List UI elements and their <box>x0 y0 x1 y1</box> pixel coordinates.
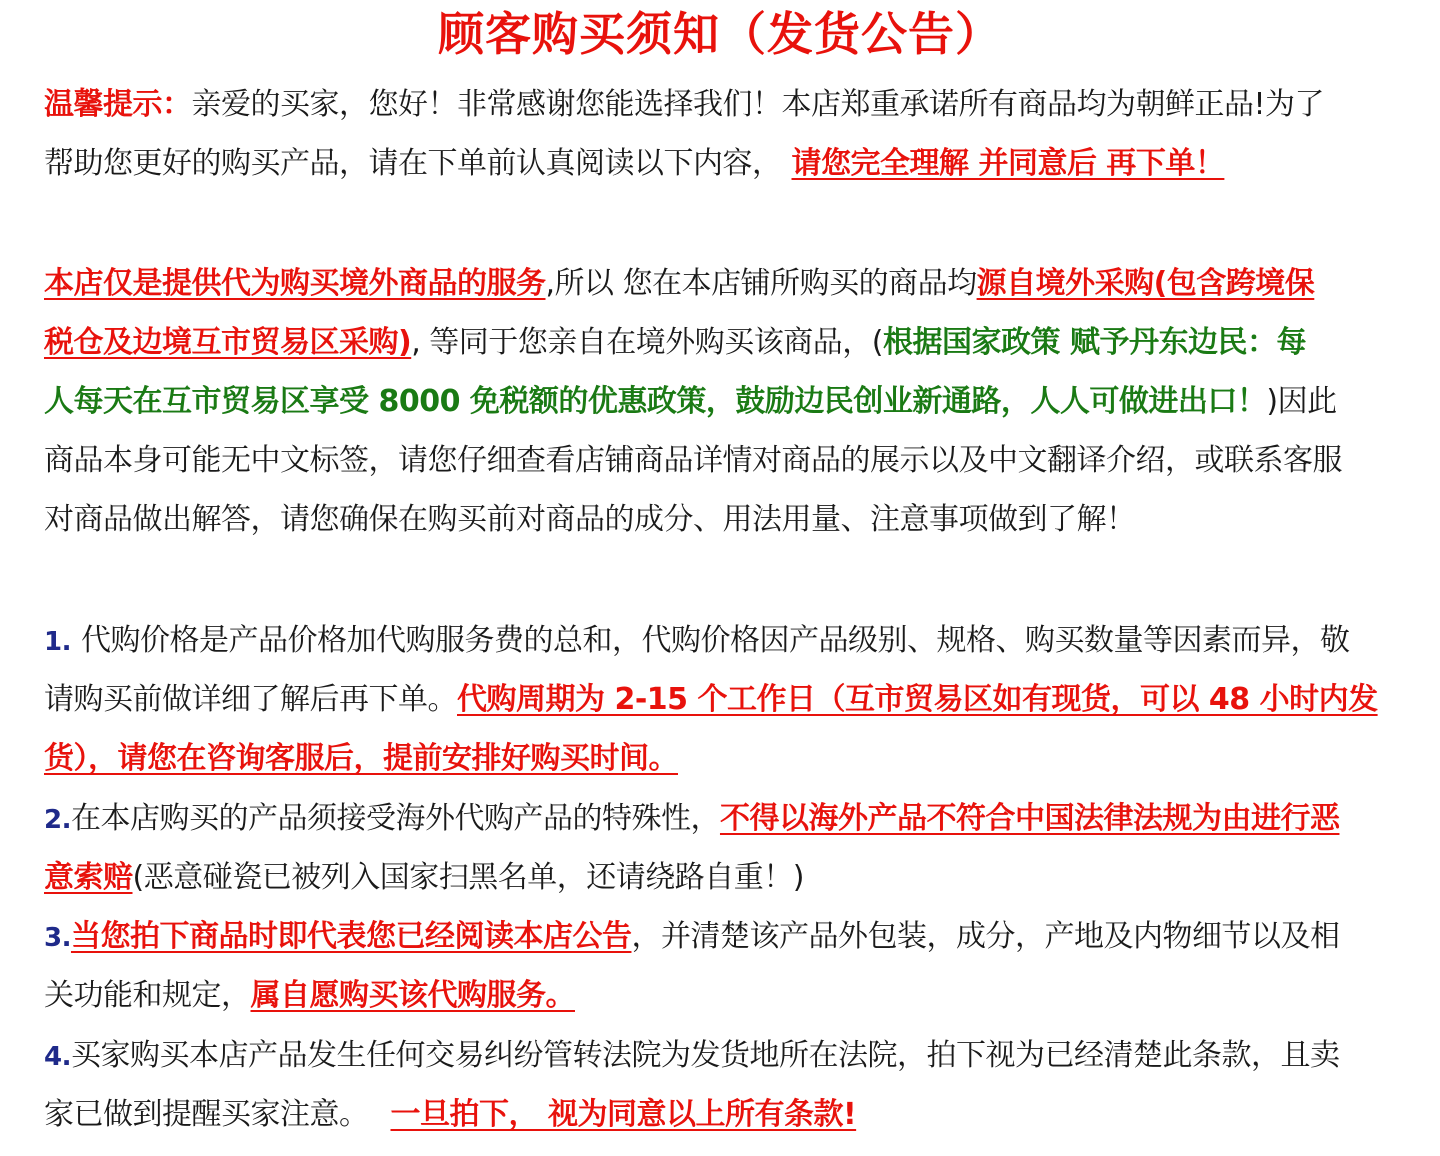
item-4-text-1: 买家购买本店产品发生任何交易纠纷管转法院为发货地所在法院，拍下视为已经清楚此条款，且卖 <box>70 1038 1340 1073</box>
service-text-2: , 等同于您亲自在境外购买该商品，( <box>411 325 883 360</box>
item-3-line-1 <box>44 907 1384 966</box>
item-2-red-1: 不得以海外产品不符合中国法律法规为由进行恶 <box>719 801 1340 836</box>
service-red-3: 税仓及边境互市贸易区采购) <box>44 325 412 360</box>
item-3-red-1: 当您拍下商品时即代表您已经阅读本店公告 <box>70 919 632 954</box>
item-2-text-2: (恶意碰瓷已被列入国家扫黑名单，还请绕路自重！) <box>132 860 804 895</box>
service-red-2: 源自境外采购(包含跨境保 <box>976 266 1315 301</box>
intro-line-2 <box>44 134 1384 193</box>
service-line-4 <box>44 431 1384 490</box>
service-text-4: 商品本身可能无中文标签，请您仔细查看店铺商品详情对商品的展示以及中文翻译介绍，或联系客服 <box>44 443 1342 478</box>
page-title: 顾客购买须知（发货公告） <box>438 7 1002 61</box>
item-2-red-2: 意索赔 <box>44 860 133 895</box>
service-red-1: 本店仅是提供代为购买境外商品的服务 <box>44 266 546 301</box>
item-4-text-2: 家已做到提醒买家注意。 <box>44 1097 369 1132</box>
item-2-line-1 <box>44 789 1384 848</box>
item-1-number: 1. <box>44 627 71 657</box>
service-line-3 <box>44 372 1384 431</box>
intro-line-1 <box>44 75 1384 134</box>
item-2-line-2 <box>44 848 1384 907</box>
service-text-3: )因此 <box>1266 384 1337 419</box>
policy-green-1: 根据国家政策 赋予丹东边民：每 <box>883 325 1306 360</box>
service-text-5: 对商品做出解答，请您确保在购买前对商品的成分、用法用量、注意事项做到了解！ <box>44 502 1136 537</box>
item-4-red-1: 一旦拍下， 视为同意以上所有条款! <box>390 1097 857 1132</box>
service-line-1 <box>44 254 1384 313</box>
item-1-text-1: 代购价格是产品价格加代购服务费的总和，代购价格因产品级别、规格、购买数量等因素而异，敬 <box>80 623 1350 658</box>
service-text-1: ,所以 您在本店铺所购买的商品均 <box>545 266 977 301</box>
item-3-line-2 <box>44 966 1384 1025</box>
item-2-text-1: 在本店购买的产品须接受海外代购产品的特殊性， <box>70 801 720 836</box>
item-4-line-2 <box>44 1085 1384 1144</box>
intro-text-2: 帮助您更好的购买产品，请在下单前认真阅读以下内容， <box>44 146 782 181</box>
item-1-line-3 <box>44 729 1384 788</box>
item-1-line-1 <box>44 611 1384 670</box>
tip-label: 温馨提示： <box>44 87 192 122</box>
intro-text-1: 亲爱的买家，您好！非常感谢您能选择我们！本店郑重承诺所有商品均为朝鲜正品!为了 <box>191 87 1325 122</box>
item-1-red-2: 货），请您在咨询客服后，提前安排好购买时间。 <box>44 741 678 776</box>
item-2-number: 2. <box>44 805 71 835</box>
item-4-number: 4. <box>44 1042 71 1072</box>
policy-green-2: 人每天在互市贸易区享受 8000 免税额的优惠政策，鼓励边民创业新通路，人人可做进出口！ <box>44 384 1267 419</box>
service-line-5 <box>44 490 1384 549</box>
item-3-text-1: ，并清楚该产品外包装，成分，产地及内物细节以及相 <box>631 919 1340 954</box>
item-1-red-1: 代购周期为 2-15 个工作日（互市贸易区如有现货，可以 48 小时内发 <box>457 682 1378 717</box>
item-1-text-2: 请购买前做详细了解后再下单。 <box>44 682 457 717</box>
item-3-red-2: 属自愿购买该代购服务。 <box>250 978 575 1013</box>
item-1-line-2 <box>44 670 1384 729</box>
item-3-number: 3. <box>44 923 71 953</box>
intro-emphasis: 请您完全理解 并同意后 再下单！ <box>791 146 1225 181</box>
service-line-2 <box>44 313 1384 372</box>
item-3-text-2: 关功能和规定， <box>44 978 251 1013</box>
item-4-line-1 <box>44 1026 1384 1085</box>
